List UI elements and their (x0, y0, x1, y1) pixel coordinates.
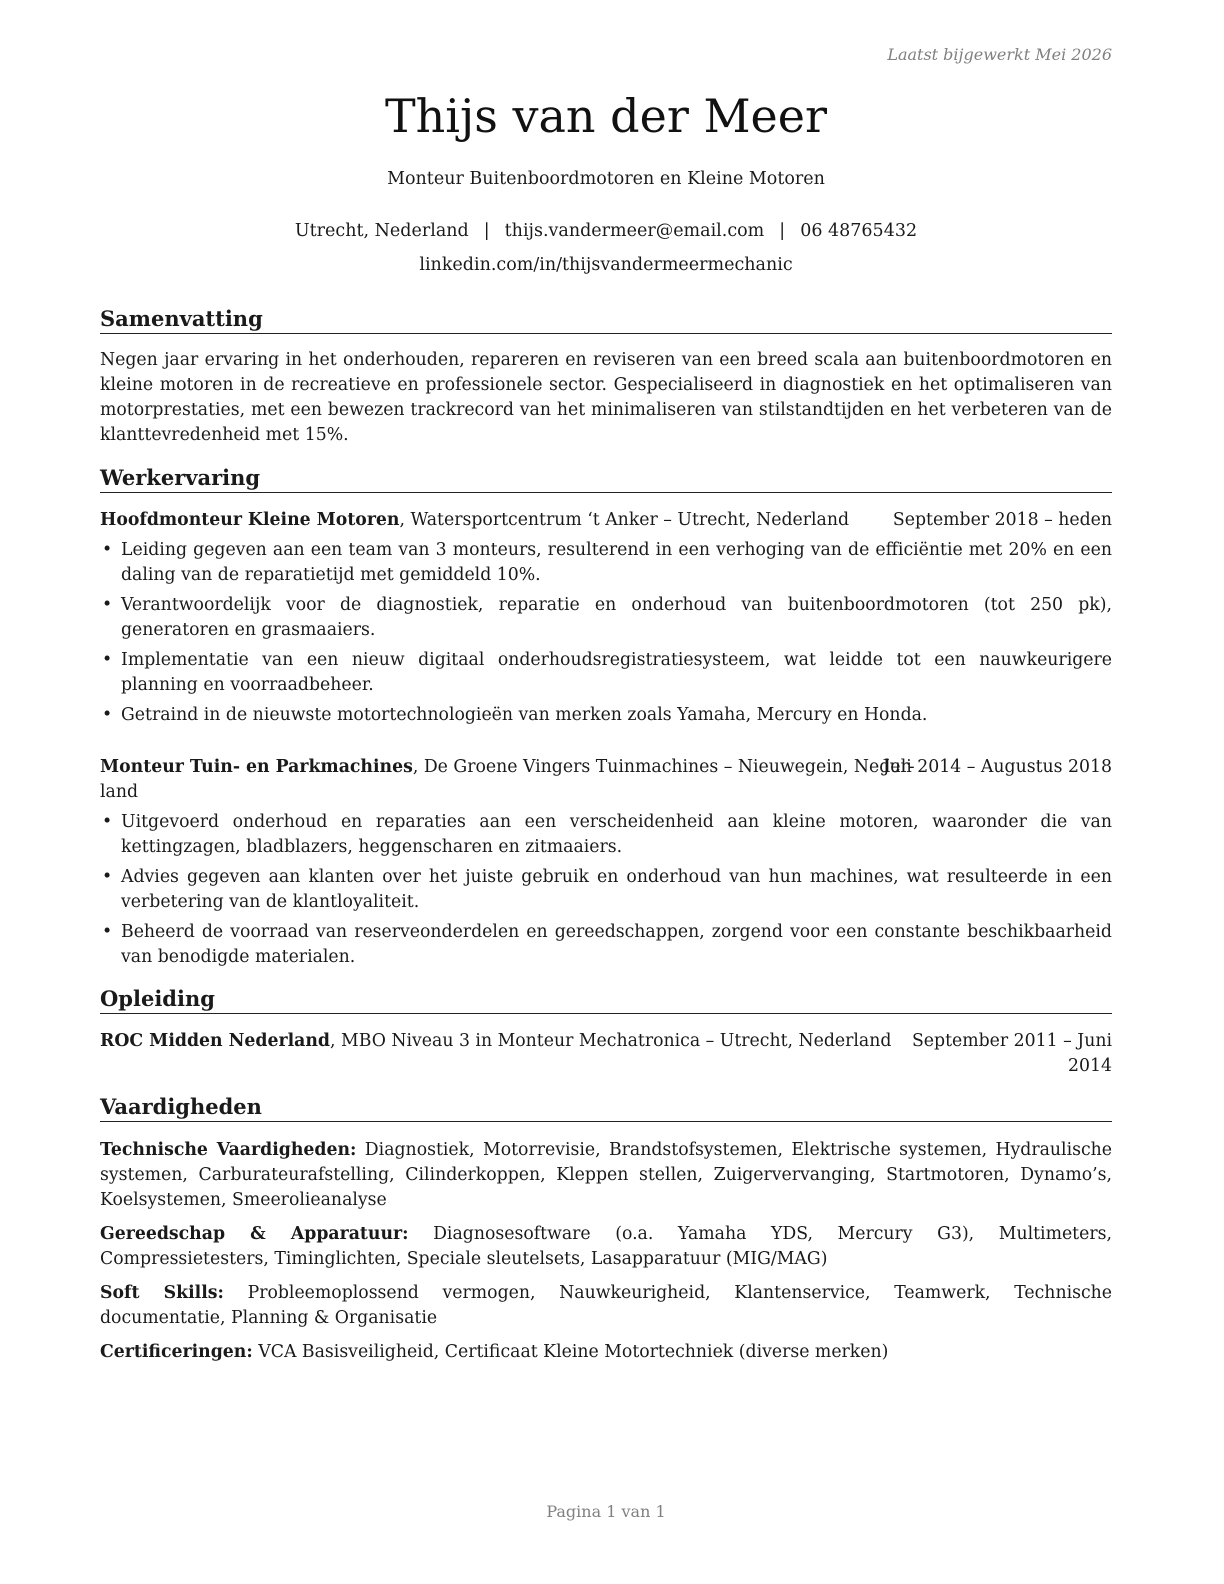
page-number: Pagina 1 van 1 (546, 1502, 666, 1521)
job-title: Hoofdmonteur Kleine Motoren (100, 510, 400, 530)
section-heading-summary: Samenvatting (100, 306, 1112, 334)
job-date: September 2018 – heden (892, 510, 1112, 530)
skill-text: VCA Basisveiligheid, Certificaat Kleine Motortechniek (diverse merken) (252, 1342, 889, 1362)
location: Utrecht, Nederland (294, 221, 469, 241)
list-item: • Beheerd de voorraad van reserveonderdelen en gereedschappen, zorgend voor een constante beschikbaarheid van benodigde materialen. (100, 920, 1112, 970)
skill-text: Diagnosesoftware (o.a. Yamaha YDS, Mercury G3), Multimeters, Compressietesters, Timinglichten, Speciale sleutelsets, Lasapparatuur (MIG/MAG) (100, 1224, 1112, 1269)
skill-label: Gereedschap & Apparatuur: (100, 1224, 409, 1244)
list-item: • Implementatie van een nieuw digitaal onderhoudsregistratiesysteem, wat leidde tot een nauwkeurigere planning en voorraadbeheer. (100, 648, 1112, 698)
skill-label: Certificeringen: (100, 1342, 253, 1362)
skill-label: Soft Skills: (100, 1283, 224, 1303)
job-employer: , De Groene Vingers Tuinmachines – Nieuwegein, Neder- (412, 757, 915, 777)
contact-line (100, 219, 1112, 243)
email-link[interactable]: thijs.vandermeer@email.com (504, 221, 765, 241)
job-title: Monteur Buitenboordmotoren en Kleine Motoren (387, 169, 825, 189)
job-employer: , Watersportcentrum ‘t Anker – Utrecht, Nederland (399, 510, 850, 530)
section-heading-skills: Vaardigheden (100, 1094, 1112, 1122)
degree: , MBO Niveau 3 in Monteur Mechatronica – Utrecht, Nederland (330, 1031, 892, 1051)
skill-label: Technische Vaardigheden: (100, 1140, 357, 1160)
skill-group (100, 1340, 1112, 1365)
last-updated: Laatst bijgewerkt Mei 2026 (887, 45, 1112, 64)
separator: | (483, 221, 490, 241)
candidate-name: Thijs van der Meer (385, 89, 827, 143)
skill-text: Probleemoplossend vermogen, Nauwkeurigheid, Klantenservice, Teamwerk, Technische documentatie, Planning & Organisatie (100, 1283, 1112, 1328)
summary-text: Negen jaar ervaring in het onderhouden, repareren en reviseren van een breed scala aan buitenboordmotoren en kleine motoren in de recreatieve en professionele sector. Gespecialiseerd in diagnostiek en het optimaliseren van motorprestaties, met een bewezen trackrecord van het minimaliseren van stilstandtijden en het verbeteren van de klanttevredenheid met 15%. (100, 350, 1112, 445)
skill-group (100, 1281, 1112, 1331)
education-date (912, 1029, 1112, 1079)
education-entry (100, 1029, 1112, 1076)
job-employer-cont: land (100, 782, 139, 802)
list-item: • Uitgevoerd onderhoud en reparaties aan een verscheidenheid aan kleine motoren, waaronder die van kettingzagen, bladblazers, heggenscharen en zitmaaiers. (100, 810, 1112, 860)
list-item: • Getraind in de nieuwste motortechnologieën van merken zoals Yamaha, Mercury en Honda. (100, 703, 1112, 728)
job-header (100, 755, 1112, 805)
job-bullets (100, 538, 1112, 733)
education-date-end: 2014 (1068, 1056, 1112, 1076)
skill-group (100, 1222, 1112, 1272)
phone-number: 06 48765432 (800, 221, 918, 241)
section-heading-education: Opleiding (100, 986, 1112, 1014)
list-item: • Advies gegeven aan klanten over het juiste gebruik en onderhoud van hun machines, wat resulteerde in een verbetering van de klantloyaliteit. (100, 865, 1112, 915)
skill-group (100, 1138, 1112, 1213)
education-date-start: September 2011 – Juni (911, 1031, 1112, 1051)
skill-text: Diagnostiek, Motorrevisie, Brandstofsystemen, Elektrische systemen, Hydraulische systemen, Carburateurafstelling, Cilinderkoppen, Kleppen stellen, Zuigervervanging, Startmotoren, Dynamo’s, Koelsystemen, Smeerolieanalyse (100, 1140, 1112, 1210)
list-item: • Leiding gegeven aan een team van 3 monteurs, resulterend in een verhoging van de efficiëntie met 20% en een daling van de reparatietijd met gemiddeld 10%. (100, 538, 1112, 588)
job-title: Monteur Tuin- en Parkmachines (100, 757, 413, 777)
linkedin-link[interactable]: linkedin.com/in/thijsvandermeermechanic (419, 255, 793, 275)
list-item: • Verantwoordelijk voor de diagnostiek, reparatie en onderhoud van buitenboordmotoren (tot 250 pk), generatoren en grasmaaiers. (100, 593, 1112, 643)
job-bullets (100, 810, 1112, 975)
section-heading-experience: Werkervaring (100, 465, 1112, 493)
separator: | (779, 221, 786, 241)
job-header (100, 508, 1112, 533)
school-name: ROC Midden Nederland (100, 1031, 331, 1051)
job-date: Juli 2014 – Augustus 2018 (882, 757, 1112, 777)
